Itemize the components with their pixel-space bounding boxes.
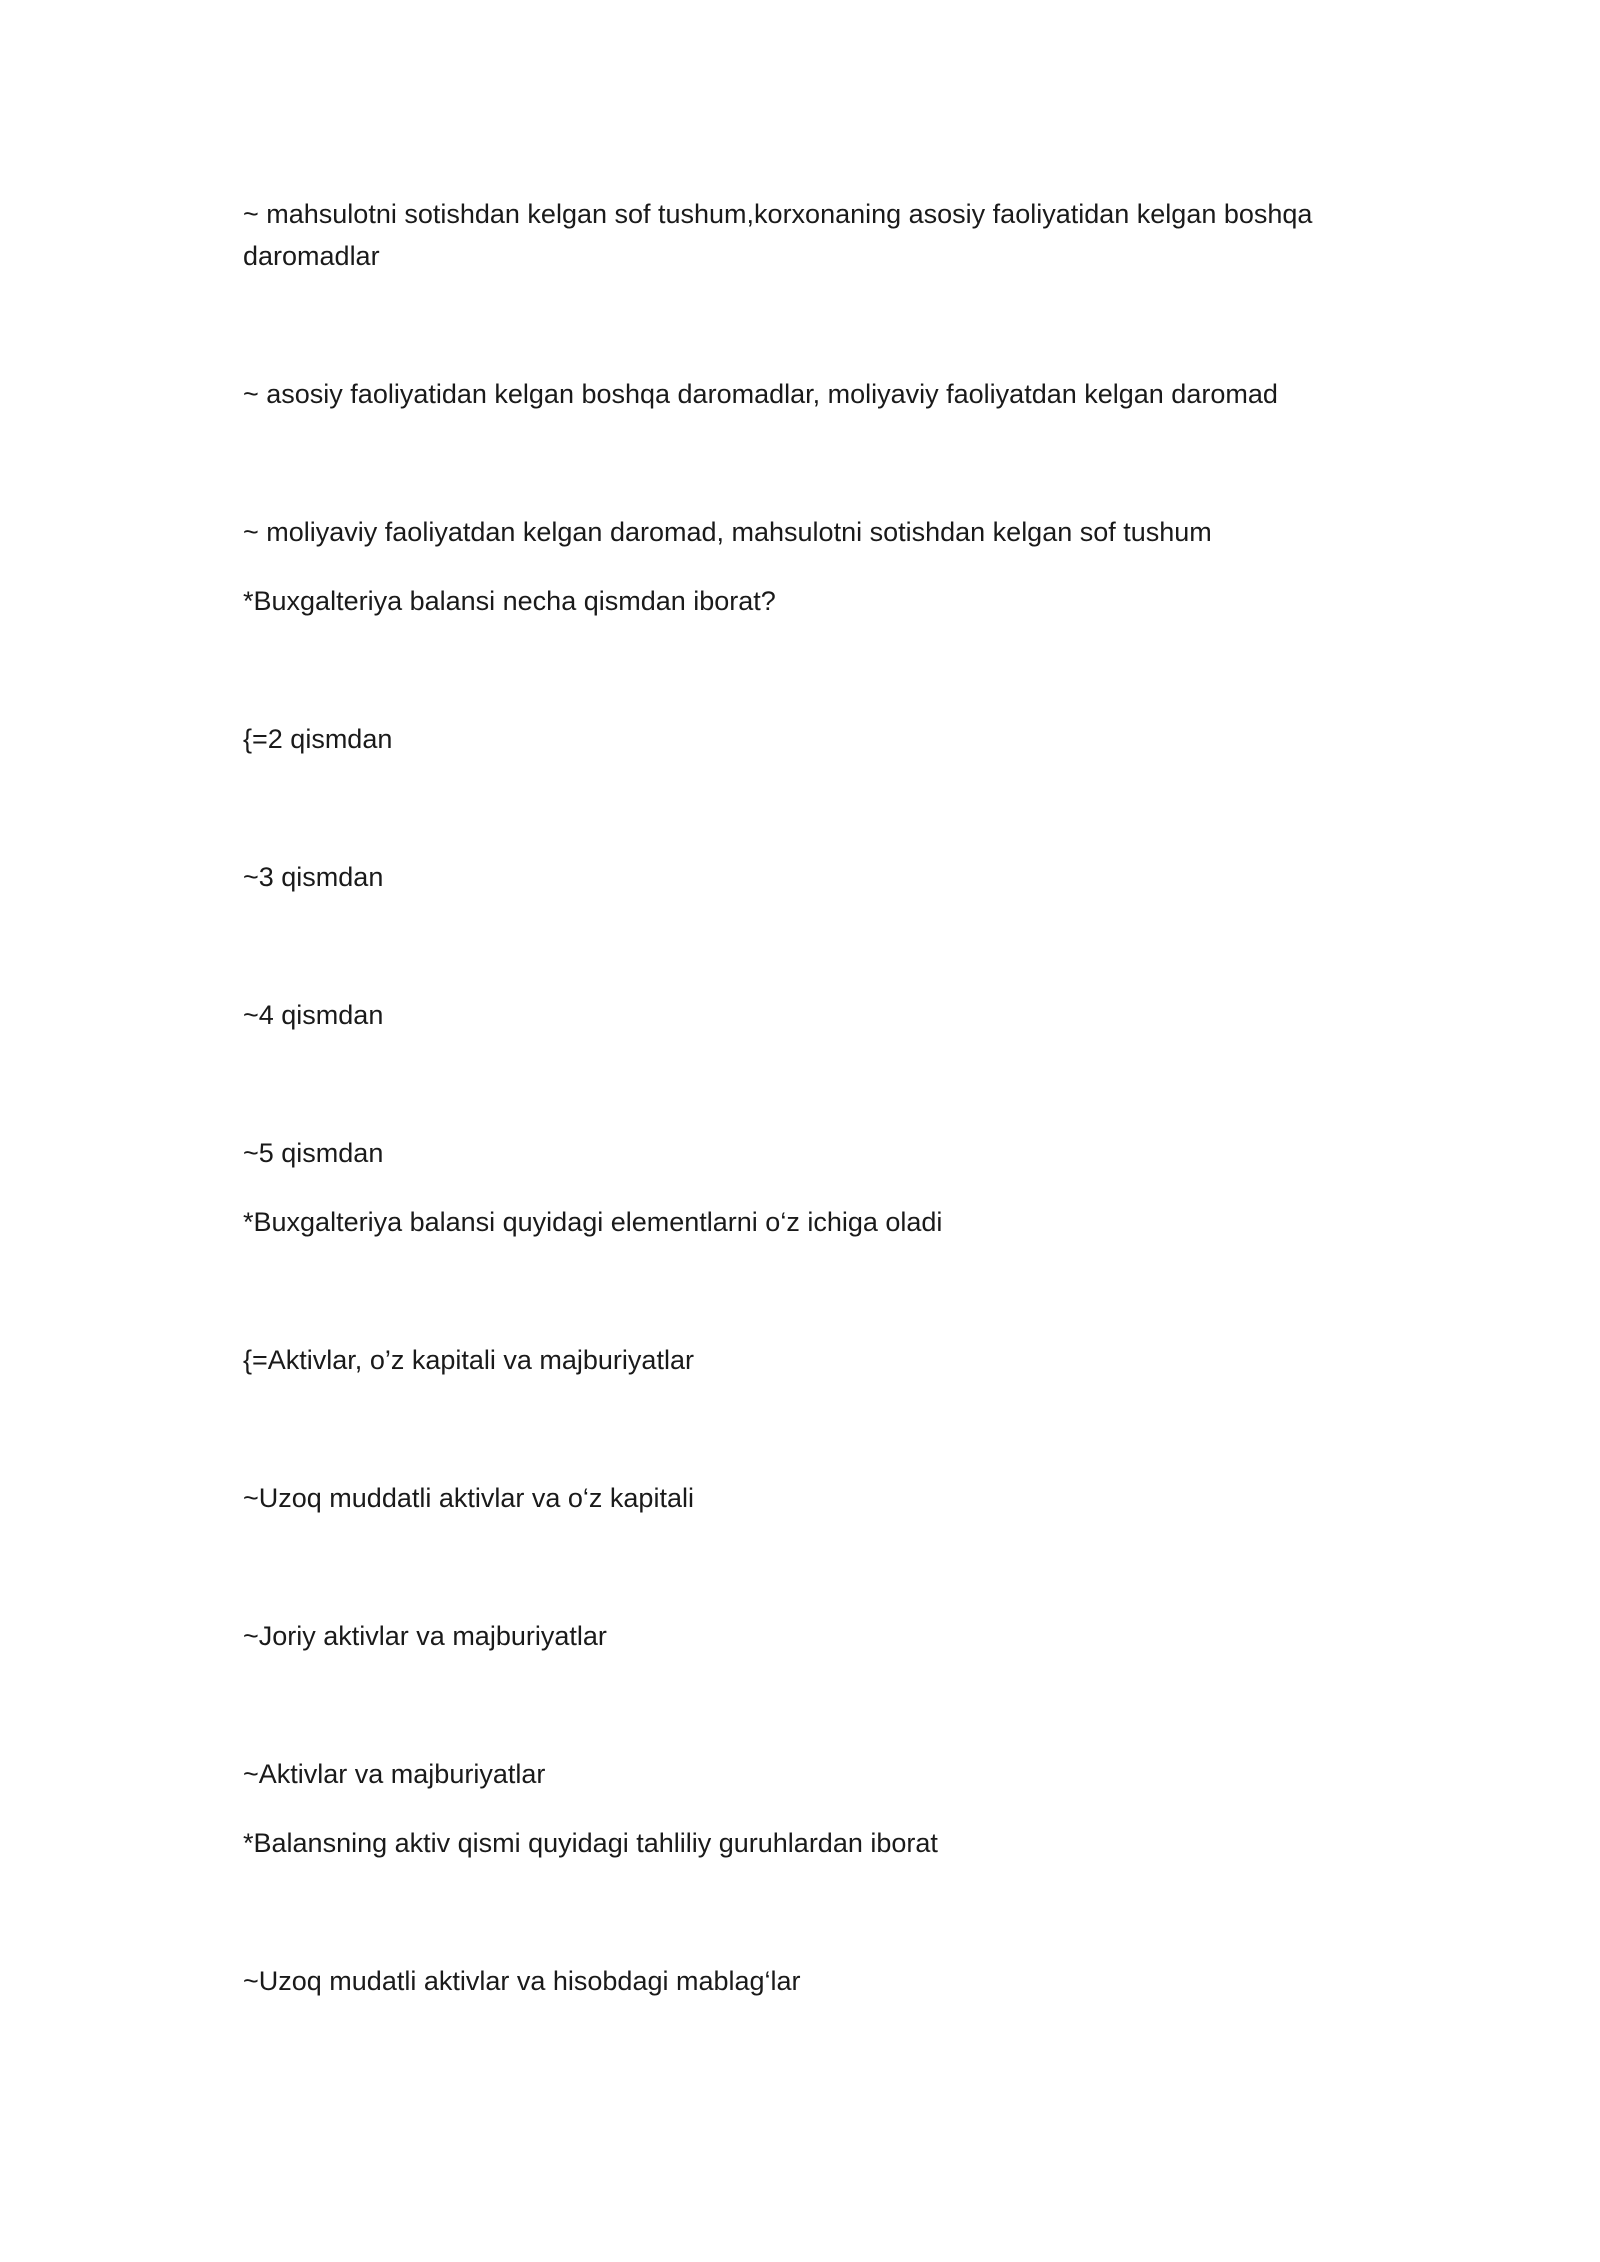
answer-option-line: {=2 qismdan <box>243 724 393 754</box>
answer-option-line: ~ mahsulotni sotishdan kelgan sof tushum,korxonaning asosiy faoliyatidan kelgan boshqa daromadlar <box>243 199 1313 271</box>
answer-option-line: ~Uzoq muddatli aktivlar va o‘z kapitali <box>243 1483 694 1513</box>
question-line: *Balansning aktiv qismi quyidagi tahliliy guruhlardan iborat <box>243 1828 938 1858</box>
answer-option-line: {=Aktivlar, o’z kapitali va majburiyatlar <box>243 1345 694 1375</box>
answer-option-line: ~Joriy aktivlar va majburiyatlar <box>243 1621 607 1651</box>
question-line: *Buxgalteriya balansi quyidagi elementlarni o‘z ichiga oladi <box>243 1207 943 1237</box>
answer-option-line: ~4 qismdan <box>243 1000 384 1030</box>
answer-option-line: ~3 qismdan <box>243 862 384 892</box>
answer-option-line: ~Aktivlar va majburiyatlar <box>243 1759 546 1789</box>
answer-option-line: ~Uzoq mudatli aktivlar va hisobdagi mablag‘lar <box>243 1966 801 1996</box>
question-line: *Buxgalteriya balansi necha qismdan iborat? <box>243 586 776 616</box>
answer-option-line: ~5 qismdan <box>243 1138 384 1168</box>
answer-option-line: ~ moliyaviy faoliyatdan kelgan daromad, mahsulotni sotishdan kelgan sof tushum <box>243 517 1212 547</box>
answer-option-line: ~ asosiy faoliyatidan kelgan boshqa daromadlar, moliyaviy faoliyatdan kelgan daromad <box>243 379 1278 409</box>
